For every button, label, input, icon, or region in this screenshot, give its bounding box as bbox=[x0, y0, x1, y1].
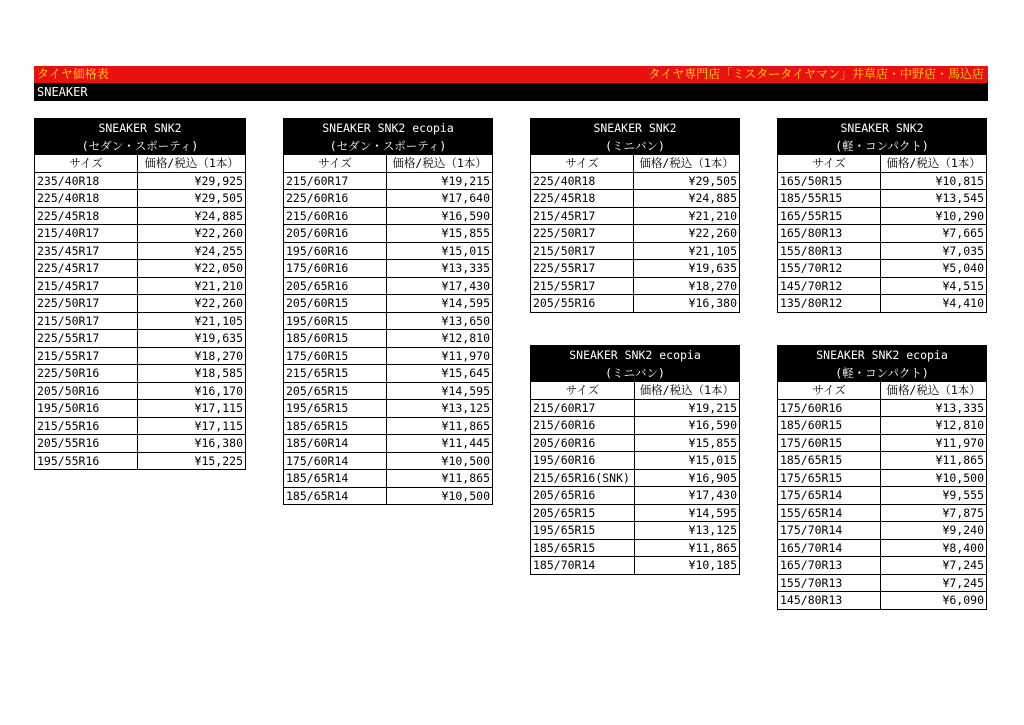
tire-size: 175/60R14 bbox=[284, 452, 387, 470]
table-row bbox=[35, 295, 246, 313]
table-row bbox=[35, 277, 246, 295]
table-row bbox=[531, 260, 740, 278]
tire-size: 225/50R17 bbox=[35, 295, 138, 313]
tire-size: 225/50R16 bbox=[35, 365, 138, 383]
tire-price: ¥21,210 bbox=[138, 277, 246, 295]
tire-price: ¥24,885 bbox=[634, 190, 740, 208]
table-row bbox=[531, 399, 740, 417]
col-header-price: 価格/税込（1本） bbox=[387, 155, 493, 173]
table-row bbox=[778, 260, 987, 278]
table-row bbox=[531, 504, 740, 522]
tire-size: 205/65R15 bbox=[284, 382, 387, 400]
table-row bbox=[778, 295, 987, 313]
tire-size: 195/55R16 bbox=[35, 452, 138, 470]
tire-price: ¥14,595 bbox=[634, 504, 739, 522]
table-title: SNEAKER SNK2 ecopia bbox=[778, 346, 987, 364]
table-row bbox=[284, 435, 493, 453]
tire-size: 195/60R15 bbox=[284, 312, 387, 330]
col-header-size: サイズ bbox=[35, 155, 138, 173]
tire-size: 175/60R16 bbox=[778, 399, 881, 417]
tire-price: ¥11,970 bbox=[387, 347, 493, 365]
tire-price: ¥5,040 bbox=[881, 260, 987, 278]
tire-size: 235/40R18 bbox=[35, 172, 138, 190]
table-title: SNEAKER SNK2 bbox=[35, 119, 246, 137]
tire-price: ¥8,400 bbox=[881, 539, 987, 557]
tire-price: ¥13,335 bbox=[387, 260, 493, 278]
tire-price: ¥10,290 bbox=[881, 207, 987, 225]
table-row bbox=[531, 487, 740, 505]
table-row bbox=[531, 295, 740, 313]
table-row bbox=[284, 225, 493, 243]
tire-size: 155/70R13 bbox=[778, 574, 881, 592]
tire-size: 135/80R12 bbox=[778, 295, 881, 313]
price-table bbox=[777, 118, 987, 313]
table-row bbox=[35, 225, 246, 243]
tire-size: 195/60R16 bbox=[531, 452, 635, 470]
table-row bbox=[35, 312, 246, 330]
col-header-price: 価格/税込（1本） bbox=[881, 155, 987, 173]
tire-size: 185/60R15 bbox=[284, 330, 387, 348]
tire-size: 195/50R16 bbox=[35, 400, 138, 418]
tire-price: ¥24,885 bbox=[138, 207, 246, 225]
table-title: SNEAKER SNK2 ecopia bbox=[284, 119, 493, 137]
table-row bbox=[284, 470, 493, 488]
table-row bbox=[778, 557, 987, 575]
tire-price: ¥19,635 bbox=[634, 260, 740, 278]
col-header-size: サイズ bbox=[778, 382, 881, 400]
tire-price: ¥17,430 bbox=[387, 277, 493, 295]
tire-size: 165/50R15 bbox=[778, 172, 881, 190]
table-row bbox=[778, 190, 987, 208]
tire-size: 215/55R16 bbox=[35, 417, 138, 435]
tire-size: 175/70R14 bbox=[778, 522, 881, 540]
tire-price: ¥16,905 bbox=[634, 469, 739, 487]
table-row bbox=[778, 452, 987, 470]
tire-price: ¥10,500 bbox=[387, 452, 493, 470]
tire-price: ¥9,555 bbox=[881, 487, 987, 505]
table-row bbox=[531, 207, 740, 225]
tire-price: ¥7,245 bbox=[881, 557, 987, 575]
tire-price: ¥13,650 bbox=[387, 312, 493, 330]
tire-size: 225/60R16 bbox=[284, 190, 387, 208]
tire-price: ¥11,445 bbox=[387, 435, 493, 453]
tire-size: 185/65R15 bbox=[284, 417, 387, 435]
tire-price: ¥18,270 bbox=[138, 347, 246, 365]
table-subtitle: (ミニバン) bbox=[531, 137, 740, 155]
tire-price: ¥18,585 bbox=[138, 365, 246, 383]
tire-price: ¥22,260 bbox=[634, 225, 740, 243]
tire-price: ¥15,225 bbox=[138, 452, 246, 470]
tire-size: 225/45R18 bbox=[35, 207, 138, 225]
table-row bbox=[778, 539, 987, 557]
tire-price: ¥10,500 bbox=[387, 487, 493, 505]
sheet-title: タイヤ価格表 bbox=[37, 67, 109, 81]
tire-size: 215/40R17 bbox=[35, 225, 138, 243]
table-row bbox=[284, 260, 493, 278]
tire-price: ¥16,380 bbox=[634, 295, 740, 313]
table-row bbox=[531, 277, 740, 295]
tire-size: 215/50R17 bbox=[531, 242, 634, 260]
table-subtitle: (軽・コンパクト) bbox=[778, 137, 987, 155]
table-row bbox=[35, 260, 246, 278]
tire-price: ¥22,050 bbox=[138, 260, 246, 278]
tire-size: 185/60R15 bbox=[778, 417, 881, 435]
table-row bbox=[531, 539, 740, 557]
header-bar bbox=[34, 66, 988, 83]
tire-size: 205/65R16 bbox=[531, 487, 635, 505]
table-row bbox=[531, 417, 740, 435]
table-row bbox=[531, 225, 740, 243]
tire-size: 215/60R16 bbox=[531, 417, 635, 435]
price-table bbox=[530, 118, 740, 313]
tire-price: ¥16,380 bbox=[138, 435, 246, 453]
tire-price: ¥17,430 bbox=[634, 487, 739, 505]
table-row bbox=[778, 574, 987, 592]
tire-size: 215/45R17 bbox=[531, 207, 634, 225]
tire-size: 225/40R18 bbox=[35, 190, 138, 208]
table-row bbox=[284, 172, 493, 190]
table-row bbox=[531, 172, 740, 190]
tire-size: 185/65R15 bbox=[531, 539, 635, 557]
table-row bbox=[778, 225, 987, 243]
table-row bbox=[35, 172, 246, 190]
table-row bbox=[35, 400, 246, 418]
tire-price: ¥29,505 bbox=[634, 172, 740, 190]
tire-price: ¥17,115 bbox=[138, 417, 246, 435]
col-header-size: サイズ bbox=[531, 382, 635, 400]
price-table bbox=[530, 345, 740, 575]
tire-price: ¥7,875 bbox=[881, 504, 987, 522]
table-row bbox=[778, 277, 987, 295]
table-subtitle: (軽・コンパクト) bbox=[778, 364, 987, 382]
tire-price: ¥7,665 bbox=[881, 225, 987, 243]
tire-price: ¥9,240 bbox=[881, 522, 987, 540]
table-row bbox=[778, 487, 987, 505]
tire-size: 175/65R14 bbox=[778, 487, 881, 505]
tire-price: ¥7,035 bbox=[881, 242, 987, 260]
table-row bbox=[778, 207, 987, 225]
tire-size: 215/65R16(SNK) bbox=[531, 469, 635, 487]
tire-size: 205/60R16 bbox=[531, 434, 635, 452]
tire-size: 225/40R18 bbox=[531, 172, 634, 190]
tire-size: 145/70R12 bbox=[778, 277, 881, 295]
tire-size: 175/65R15 bbox=[778, 469, 881, 487]
tire-price: ¥13,335 bbox=[881, 399, 987, 417]
tire-price: ¥10,815 bbox=[881, 172, 987, 190]
table-row bbox=[284, 347, 493, 365]
tire-size: 225/50R17 bbox=[531, 225, 634, 243]
tire-size: 165/70R14 bbox=[778, 539, 881, 557]
tire-size: 175/60R15 bbox=[778, 434, 881, 452]
table-row bbox=[531, 190, 740, 208]
tire-price: ¥4,410 bbox=[881, 295, 987, 313]
table-row bbox=[778, 399, 987, 417]
tire-size: 215/55R17 bbox=[531, 277, 634, 295]
tire-price: ¥11,865 bbox=[387, 470, 493, 488]
tire-size: 185/60R14 bbox=[284, 435, 387, 453]
table-row bbox=[35, 207, 246, 225]
col-header-price: 価格/税込（1本） bbox=[138, 155, 246, 173]
table-row bbox=[35, 347, 246, 365]
table-row bbox=[35, 330, 246, 348]
tire-size: 185/55R15 bbox=[778, 190, 881, 208]
tire-price: ¥22,260 bbox=[138, 295, 246, 313]
tire-price: ¥21,105 bbox=[634, 242, 740, 260]
tire-size: 195/65R15 bbox=[284, 400, 387, 418]
tire-price: ¥19,215 bbox=[634, 399, 739, 417]
tire-price: ¥10,500 bbox=[881, 469, 987, 487]
tire-price: ¥14,595 bbox=[387, 295, 493, 313]
table-row bbox=[284, 487, 493, 505]
tire-size: 185/65R14 bbox=[284, 470, 387, 488]
tire-size: 205/60R15 bbox=[284, 295, 387, 313]
tire-price: ¥15,855 bbox=[634, 434, 739, 452]
tire-size: 225/55R17 bbox=[35, 330, 138, 348]
tire-size: 215/60R16 bbox=[284, 207, 387, 225]
table-row bbox=[284, 417, 493, 435]
tire-price: ¥13,125 bbox=[387, 400, 493, 418]
tire-price: ¥29,505 bbox=[138, 190, 246, 208]
table-row bbox=[778, 504, 987, 522]
tire-size: 205/60R16 bbox=[284, 225, 387, 243]
tire-size: 205/55R16 bbox=[531, 295, 634, 313]
col-header-price: 価格/税込（1本） bbox=[634, 382, 739, 400]
col-header-price: 価格/税込（1本） bbox=[881, 382, 987, 400]
tire-size: 195/60R16 bbox=[284, 242, 387, 260]
tire-price: ¥19,635 bbox=[138, 330, 246, 348]
table-row bbox=[284, 400, 493, 418]
table-row bbox=[531, 469, 740, 487]
brand-label: SNEAKER bbox=[37, 85, 88, 99]
tire-price: ¥11,865 bbox=[881, 452, 987, 470]
tire-size: 215/60R17 bbox=[284, 172, 387, 190]
tire-size: 205/55R16 bbox=[35, 435, 138, 453]
tire-price: ¥15,645 bbox=[387, 365, 493, 383]
col-header-size: サイズ bbox=[778, 155, 881, 173]
table-row bbox=[778, 434, 987, 452]
table-row bbox=[35, 417, 246, 435]
brand-bar bbox=[34, 83, 988, 101]
store-name: タイヤ専門店「ミスタータイヤマン」井草店・中野店・馬込店 bbox=[648, 67, 984, 81]
tire-size: 175/60R15 bbox=[284, 347, 387, 365]
tire-size: 225/55R17 bbox=[531, 260, 634, 278]
tire-size: 215/50R17 bbox=[35, 312, 138, 330]
tire-size: 215/65R15 bbox=[284, 365, 387, 383]
table-row bbox=[284, 242, 493, 260]
tire-size: 165/55R15 bbox=[778, 207, 881, 225]
table-row bbox=[284, 207, 493, 225]
table-row bbox=[284, 190, 493, 208]
tire-size: 155/65R14 bbox=[778, 504, 881, 522]
table-row bbox=[778, 469, 987, 487]
tire-size: 145/80R13 bbox=[778, 592, 881, 610]
tire-size: 215/60R17 bbox=[531, 399, 635, 417]
tire-size: 205/65R16 bbox=[284, 277, 387, 295]
table-row bbox=[531, 557, 740, 575]
tire-price: ¥13,125 bbox=[634, 522, 739, 540]
tire-price: ¥16,590 bbox=[387, 207, 493, 225]
tire-size: 205/65R15 bbox=[531, 504, 635, 522]
table-row bbox=[778, 417, 987, 435]
table-title: SNEAKER SNK2 bbox=[778, 119, 987, 137]
table-row bbox=[284, 295, 493, 313]
tire-price: ¥21,105 bbox=[138, 312, 246, 330]
table-subtitle: (セダン・スポーティ) bbox=[35, 137, 246, 155]
tire-price: ¥19,215 bbox=[387, 172, 493, 190]
price-table bbox=[34, 118, 246, 470]
table-row bbox=[284, 277, 493, 295]
price-table bbox=[777, 345, 987, 610]
table-subtitle: (ミニバン) bbox=[531, 364, 740, 382]
table-row bbox=[778, 242, 987, 260]
tire-size: 175/60R16 bbox=[284, 260, 387, 278]
table-row bbox=[778, 522, 987, 540]
tire-price: ¥12,810 bbox=[387, 330, 493, 348]
tire-price: ¥4,515 bbox=[881, 277, 987, 295]
tire-price: ¥16,170 bbox=[138, 382, 246, 400]
col-header-size: サイズ bbox=[284, 155, 387, 173]
table-row bbox=[284, 365, 493, 383]
table-row bbox=[35, 190, 246, 208]
table-row bbox=[284, 452, 493, 470]
tire-price: ¥17,640 bbox=[387, 190, 493, 208]
tire-price: ¥11,865 bbox=[634, 539, 739, 557]
table-title: SNEAKER SNK2 ecopia bbox=[531, 346, 740, 364]
table-row bbox=[531, 452, 740, 470]
table-row bbox=[35, 382, 246, 400]
tire-price: ¥16,590 bbox=[634, 417, 739, 435]
col-header-price: 価格/税込（1本） bbox=[634, 155, 740, 173]
table-row bbox=[284, 330, 493, 348]
table-row bbox=[778, 592, 987, 610]
tire-price: ¥15,855 bbox=[387, 225, 493, 243]
tire-size: 205/50R16 bbox=[35, 382, 138, 400]
tire-size: 215/55R17 bbox=[35, 347, 138, 365]
table-row bbox=[531, 242, 740, 260]
tire-price: ¥14,595 bbox=[387, 382, 493, 400]
tire-price: ¥24,255 bbox=[138, 242, 246, 260]
tire-size: 155/80R13 bbox=[778, 242, 881, 260]
tire-price: ¥11,865 bbox=[387, 417, 493, 435]
tire-size: 185/70R14 bbox=[531, 557, 635, 575]
table-row bbox=[35, 242, 246, 260]
tire-price: ¥15,015 bbox=[634, 452, 739, 470]
tire-size: 195/65R15 bbox=[531, 522, 635, 540]
tire-size: 165/80R13 bbox=[778, 225, 881, 243]
table-row bbox=[778, 172, 987, 190]
tire-price: ¥21,210 bbox=[634, 207, 740, 225]
tire-price: ¥10,185 bbox=[634, 557, 739, 575]
tire-price: ¥17,115 bbox=[138, 400, 246, 418]
tire-size: 235/45R17 bbox=[35, 242, 138, 260]
tire-size: 225/45R17 bbox=[35, 260, 138, 278]
col-header-size: サイズ bbox=[531, 155, 634, 173]
tire-price: ¥6,090 bbox=[881, 592, 987, 610]
tire-price: ¥18,270 bbox=[634, 277, 740, 295]
table-subtitle: (セダン・スポーティ) bbox=[284, 137, 493, 155]
tire-size: 155/70R12 bbox=[778, 260, 881, 278]
tire-price: ¥11,970 bbox=[881, 434, 987, 452]
table-row bbox=[531, 522, 740, 540]
tire-size: 185/65R15 bbox=[778, 452, 881, 470]
tire-size: 165/70R13 bbox=[778, 557, 881, 575]
tire-price: ¥15,015 bbox=[387, 242, 493, 260]
table-row bbox=[35, 435, 246, 453]
tire-price: ¥7,245 bbox=[881, 574, 987, 592]
table-row bbox=[284, 312, 493, 330]
table-row bbox=[284, 382, 493, 400]
tire-price: ¥13,545 bbox=[881, 190, 987, 208]
table-title: SNEAKER SNK2 bbox=[531, 119, 740, 137]
tire-price: ¥12,810 bbox=[881, 417, 987, 435]
table-row bbox=[35, 365, 246, 383]
tire-price: ¥29,925 bbox=[138, 172, 246, 190]
tire-size: 215/45R17 bbox=[35, 277, 138, 295]
table-row bbox=[35, 452, 246, 470]
table-row bbox=[531, 434, 740, 452]
price-table bbox=[283, 118, 493, 505]
tire-size: 225/45R18 bbox=[531, 190, 634, 208]
tire-size: 185/65R14 bbox=[284, 487, 387, 505]
tire-price: ¥22,260 bbox=[138, 225, 246, 243]
